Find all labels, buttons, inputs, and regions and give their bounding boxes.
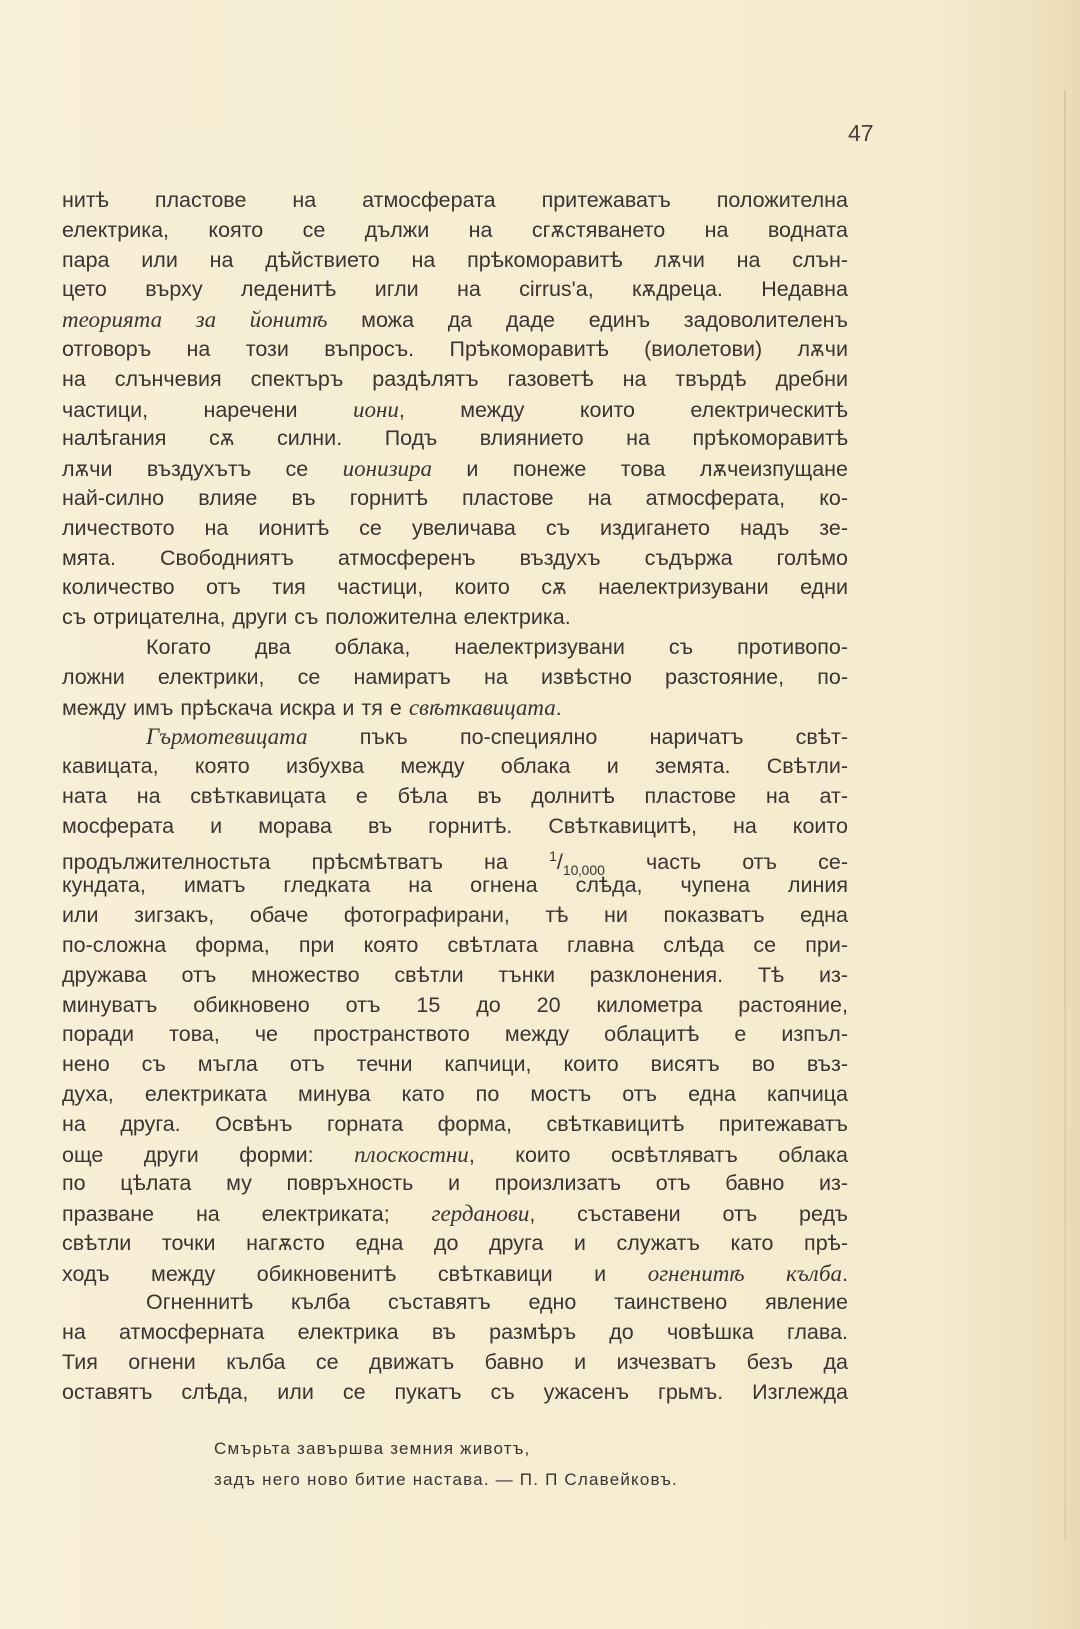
italic-term: герданови bbox=[431, 1201, 530, 1227]
text-span: нено съ мъгла отъ течни капчици, които висятъ во въз- bbox=[62, 1052, 848, 1077]
text-span: по-сложна форма, при която свѣтлата главна слѣда се при- bbox=[62, 932, 848, 957]
italic-term: Гърмотевицата bbox=[146, 724, 308, 750]
text-line bbox=[62, 1020, 848, 1050]
text-line bbox=[62, 275, 848, 305]
text-line bbox=[62, 1050, 848, 1080]
text-span: духа, електриката минува като по мостъ отъ една капчица bbox=[62, 1081, 848, 1106]
text-span: нитѣ пластове на атмосферата притежаватъ положителна bbox=[62, 188, 848, 212]
epigraph-quote bbox=[214, 1433, 678, 1495]
text-span: минуватъ обикновено отъ 15 до 20 километра растояние, bbox=[62, 992, 848, 1017]
text-line bbox=[62, 603, 848, 633]
text-span: 1 bbox=[549, 847, 557, 864]
text-span: мосферата и морава въ горнитѣ. Свѣткавицитѣ, на които bbox=[62, 813, 848, 838]
text-span: между имъ прѣскача искра и тя е bbox=[62, 695, 409, 720]
text-line bbox=[62, 722, 848, 752]
text-span: ложни електрики, се намиратъ на извѣстно разстояние, по- bbox=[62, 664, 848, 689]
text-span: най-силно влияе въ горнитѣ пластове на атмосферата, ко- bbox=[62, 485, 848, 510]
text-line bbox=[62, 1378, 848, 1408]
text-span: , съставени отъ редъ bbox=[529, 1202, 848, 1227]
text-span: продължителностьта прѣсмѣтватъ на bbox=[62, 849, 550, 874]
text-line bbox=[62, 901, 848, 931]
text-line bbox=[62, 484, 848, 514]
text-span: отговоръ на този въпросъ. Прѣкоморавитѣ (виолетови) лѫчи bbox=[62, 336, 848, 361]
text-line bbox=[62, 395, 848, 425]
text-span: часть отъ се- bbox=[604, 849, 848, 874]
quote-line: Смърьта завършва земния животъ, bbox=[214, 1439, 531, 1458]
body-text bbox=[62, 186, 848, 1408]
text-span: Тия огнени кълба се движатъ бавно и изчезватъ безъ да bbox=[62, 1350, 848, 1375]
text-span: , между които електрическитѣ bbox=[398, 397, 848, 422]
text-line bbox=[62, 216, 848, 246]
text-line bbox=[62, 812, 848, 842]
text-span: на слънчевия спектъръ раздѣлятъ газоветѣ на твърдѣ дребни bbox=[62, 366, 848, 391]
text-span: или зигзакъ, обаче фотографирани, тѣ ни показватъ една bbox=[62, 903, 848, 928]
text-span: 10‚000 bbox=[562, 861, 605, 878]
text-line bbox=[62, 752, 848, 782]
text-span: празване на електриката; bbox=[62, 1202, 432, 1227]
text-line bbox=[62, 186, 848, 216]
text-span: още други форми: bbox=[62, 1142, 355, 1167]
text-line bbox=[62, 514, 848, 544]
text-span: лѫчи въздухътъ се bbox=[62, 457, 343, 482]
text-span: пъкъ по-специялно наричатъ свѣт- bbox=[307, 725, 848, 750]
text-span: Когато два облака, наелектризувани съ противопо- bbox=[146, 634, 848, 659]
text-span: електрика, която се дължи на сгѫстяването на водната bbox=[62, 217, 848, 242]
text-span: пара или на дѣйствието на прѣкоморавитѣ лѫчи на слън- bbox=[62, 247, 848, 272]
text-line bbox=[62, 842, 848, 878]
text-span: оставятъ слѣда, или се пукатъ съ ужасенъ грьмъ. Изглежда bbox=[62, 1379, 848, 1404]
text-line bbox=[62, 573, 848, 603]
text-span: количество отъ тия частици, които сѫ наелектризувани едни bbox=[62, 575, 848, 600]
text-line bbox=[62, 1318, 848, 1348]
text-line bbox=[62, 633, 848, 663]
text-line bbox=[62, 1229, 848, 1259]
text-span: съ отрицателна, други съ положителна електрика. bbox=[62, 605, 571, 630]
text-span: поради това, че пространството между облацитѣ е изпъл- bbox=[62, 1022, 848, 1047]
italic-term: свѣткавицата bbox=[408, 694, 556, 720]
text-line bbox=[62, 1110, 848, 1140]
text-line bbox=[62, 1348, 848, 1378]
text-line bbox=[62, 365, 848, 395]
text-span: кундата, иматъ гледката на огнена слѣда, чупена линия bbox=[62, 873, 848, 898]
text-span: на атмосферната електрика въ размѣръ до човѣшка глава. bbox=[62, 1320, 848, 1345]
text-span: и понеже това лѫчеизпущане bbox=[432, 457, 848, 482]
text-span: / bbox=[556, 849, 563, 874]
text-span: Огненнитѣ кълба съставятъ едно таинствено явление bbox=[146, 1290, 848, 1315]
text-line bbox=[62, 1288, 848, 1318]
text-span: цето върху леденитѣ игли на cirrus'а, кѫдреца. Недавна bbox=[62, 277, 848, 302]
text-line bbox=[62, 1080, 848, 1110]
text-span: дружава отъ множество свѣтли тънки разклонения. Тѣ из- bbox=[62, 962, 848, 987]
italic-term: теорията за йонитѣ bbox=[62, 307, 328, 333]
text-line bbox=[62, 1259, 848, 1289]
text-span: личеството на ионитѣ се увеличава съ издигането надъ зе- bbox=[62, 515, 848, 540]
text-line bbox=[62, 246, 848, 276]
text-line bbox=[62, 1169, 848, 1199]
text-line bbox=[62, 1199, 848, 1229]
text-span: кавицата, която избухва между облака и земята. Свѣтли- bbox=[62, 754, 848, 779]
text-line bbox=[62, 991, 848, 1021]
text-line bbox=[62, 305, 848, 335]
text-line bbox=[62, 782, 848, 812]
text-line bbox=[62, 424, 848, 454]
text-span: частици, наречени bbox=[62, 397, 353, 422]
page-edge bbox=[1064, 90, 1066, 1540]
text-span: можа да даде единъ задоволителенъ bbox=[327, 308, 848, 333]
text-span: . bbox=[842, 1261, 849, 1286]
text-line bbox=[62, 663, 848, 693]
italic-term: огненитѣ кълба bbox=[647, 1260, 843, 1286]
text-line bbox=[62, 1140, 848, 1170]
text-span: ната на свѣткавицата е бѣла въ долнитѣ пластове на ат- bbox=[62, 783, 848, 808]
text-span: по цѣлата му повръхность и произлизатъ отъ бавно из- bbox=[62, 1171, 848, 1196]
text-line bbox=[62, 335, 848, 365]
quote-line-attribution: задъ него ново битие настава. — П. П Славейковъ. bbox=[214, 1470, 678, 1489]
text-span: налѣгания сѫ силни. Подъ влиянието на прѣкоморавитѣ bbox=[62, 426, 848, 451]
text-line bbox=[62, 544, 848, 574]
text-span: , които освѣтляватъ облака bbox=[468, 1142, 848, 1167]
italic-term: иони bbox=[352, 396, 399, 422]
page-number: 47 bbox=[848, 120, 874, 146]
text-line bbox=[62, 961, 848, 991]
text-line bbox=[62, 871, 848, 901]
text-span: ходъ между обикновенитѣ свѣткавици и bbox=[62, 1261, 648, 1286]
italic-term: ионизира bbox=[342, 456, 433, 482]
italic-term: плоскостни bbox=[354, 1141, 469, 1167]
text-line bbox=[62, 454, 848, 484]
text-span: на друга. Освѣнъ горната форма, свѣткавицитѣ притежаватъ bbox=[62, 1111, 848, 1136]
text-span: мята. Свободниятъ атмосференъ въздухъ съдържа голѣмо bbox=[62, 545, 848, 570]
text-span: свѣтли точки нагѫсто една до друга и служатъ като прѣ- bbox=[62, 1230, 848, 1255]
text-line bbox=[62, 931, 848, 961]
text-span: . bbox=[555, 695, 562, 720]
text-line bbox=[62, 693, 848, 723]
